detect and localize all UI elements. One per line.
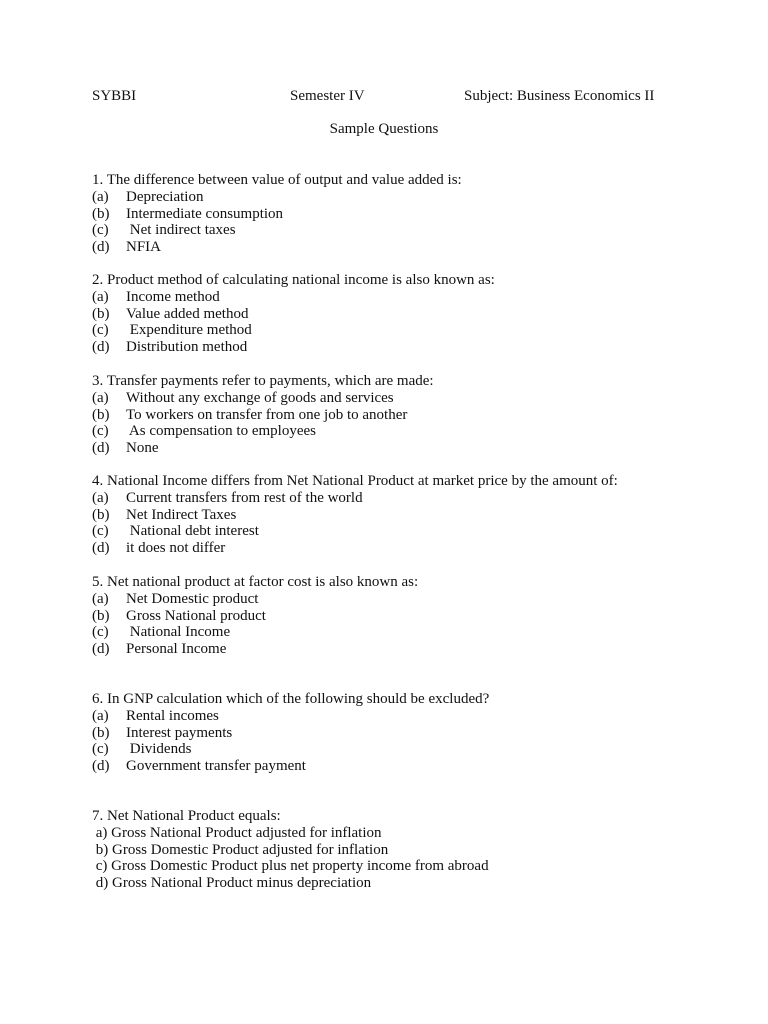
option-text: d) Gross National Product minus depreciation [92,875,372,892]
option-label: (a) [92,188,109,205]
option-label: (a) [92,389,109,406]
option-label: (d) [92,758,110,775]
option-text: Personal Income [126,641,227,658]
option-c [92,523,692,540]
option-d [92,239,692,256]
option-d [92,339,692,356]
option-label: (d) [92,239,110,256]
option-text: Value added method [126,305,249,322]
page-title: Sample Questions [329,121,439,137]
option-label: (c) [92,741,109,758]
option-text: it does not differ [126,540,226,557]
question-text: 7. Net National Product equals: [92,808,281,824]
option-b [92,608,692,625]
option-c [92,322,692,339]
option-text: Income method [126,288,220,305]
option-text: Dividends [126,741,192,758]
question-2 [92,272,692,356]
option-text: National Income [126,624,231,641]
question-4 [92,473,692,557]
option-label: (a) [92,288,109,305]
option-c [92,624,692,641]
option-label: (b) [92,506,110,523]
option-a [92,390,692,407]
option-text: Net Domestic product [126,590,259,607]
question-1 [92,172,692,256]
option-text: Net indirect taxes [126,222,236,239]
option-text: Interest payments [126,724,233,741]
option-d [92,641,692,658]
option-text: Current transfers from rest of the world [126,489,363,506]
option-b [92,306,692,323]
question-7 [92,808,692,892]
option-label: (c) [92,322,109,339]
semester-label: Semester IV [290,88,365,104]
option-c [92,858,692,875]
option-d [92,440,692,457]
option-label: (b) [92,607,110,624]
option-d [92,758,692,775]
option-b [92,206,692,223]
option-text: NFIA [126,239,162,256]
option-text: As compensation to employees [126,423,316,440]
option-c [92,741,692,758]
option-label: (a) [92,590,109,607]
option-label: (c) [92,423,109,440]
question-3 [92,373,692,457]
option-label: (d) [92,339,110,356]
option-label: (d) [92,641,110,658]
course-code: SYBBI [92,88,137,104]
option-a [92,708,692,725]
option-label: (b) [92,406,110,423]
option-label: (d) [92,440,110,457]
option-label: (d) [92,540,110,557]
option-text: None [126,440,159,457]
option-a [92,490,692,507]
option-label: (b) [92,305,110,322]
option-text: To workers on transfer from one job to another [126,406,408,423]
question-text: 2. Product method of calculating national income is also known as: [92,272,495,288]
option-a [92,289,692,306]
option-text: Net Indirect Taxes [126,506,237,523]
option-label: (b) [92,724,110,741]
option-b [92,842,692,859]
question-text: 5. Net national product at factor cost is also known as: [92,574,419,590]
option-c [92,423,692,440]
option-text: National debt interest [126,523,259,540]
question-text: 3. Transfer payments refer to payments, which are made: [92,373,434,389]
option-label: (a) [92,707,109,724]
option-b [92,507,692,524]
option-text: Expenditure method [126,322,252,339]
option-label: (b) [92,205,110,222]
option-label: (c) [92,523,109,540]
option-label: (a) [92,489,109,506]
option-text: Depreciation [126,188,204,205]
option-text: Gross National product [126,607,266,624]
option-a [92,591,692,608]
option-label: (c) [92,624,109,641]
page-header [92,88,672,108]
option-a [92,189,692,206]
option-text: Government transfer payment [126,758,306,775]
question-text: 4. National Income differs from Net National Product at market price by the amount of: [92,473,618,489]
option-d [92,875,692,892]
subject-label: Subject: Business Economics II [464,88,655,104]
question-text: 1. The difference between value of output and value added is: [92,172,462,188]
option-text: a) Gross National Product adjusted for inflation [92,824,382,841]
option-text: c) Gross Domestic Product plus net property income from abroad [92,858,489,875]
option-label: (c) [92,222,109,239]
question-text: 6. In GNP calculation which of the following should be excluded? [92,691,490,707]
option-text: Intermediate consumption [126,205,284,222]
question-5 [92,574,692,658]
option-d [92,540,692,557]
option-b [92,725,692,742]
option-b [92,407,692,424]
option-text: Rental incomes [126,707,219,724]
option-text: b) Gross Domestic Product adjusted for inflation [92,841,389,858]
option-text: Distribution method [126,339,248,356]
option-a [92,825,692,842]
option-c [92,222,692,239]
question-6 [92,691,692,775]
option-text: Without any exchange of goods and services [126,389,394,406]
